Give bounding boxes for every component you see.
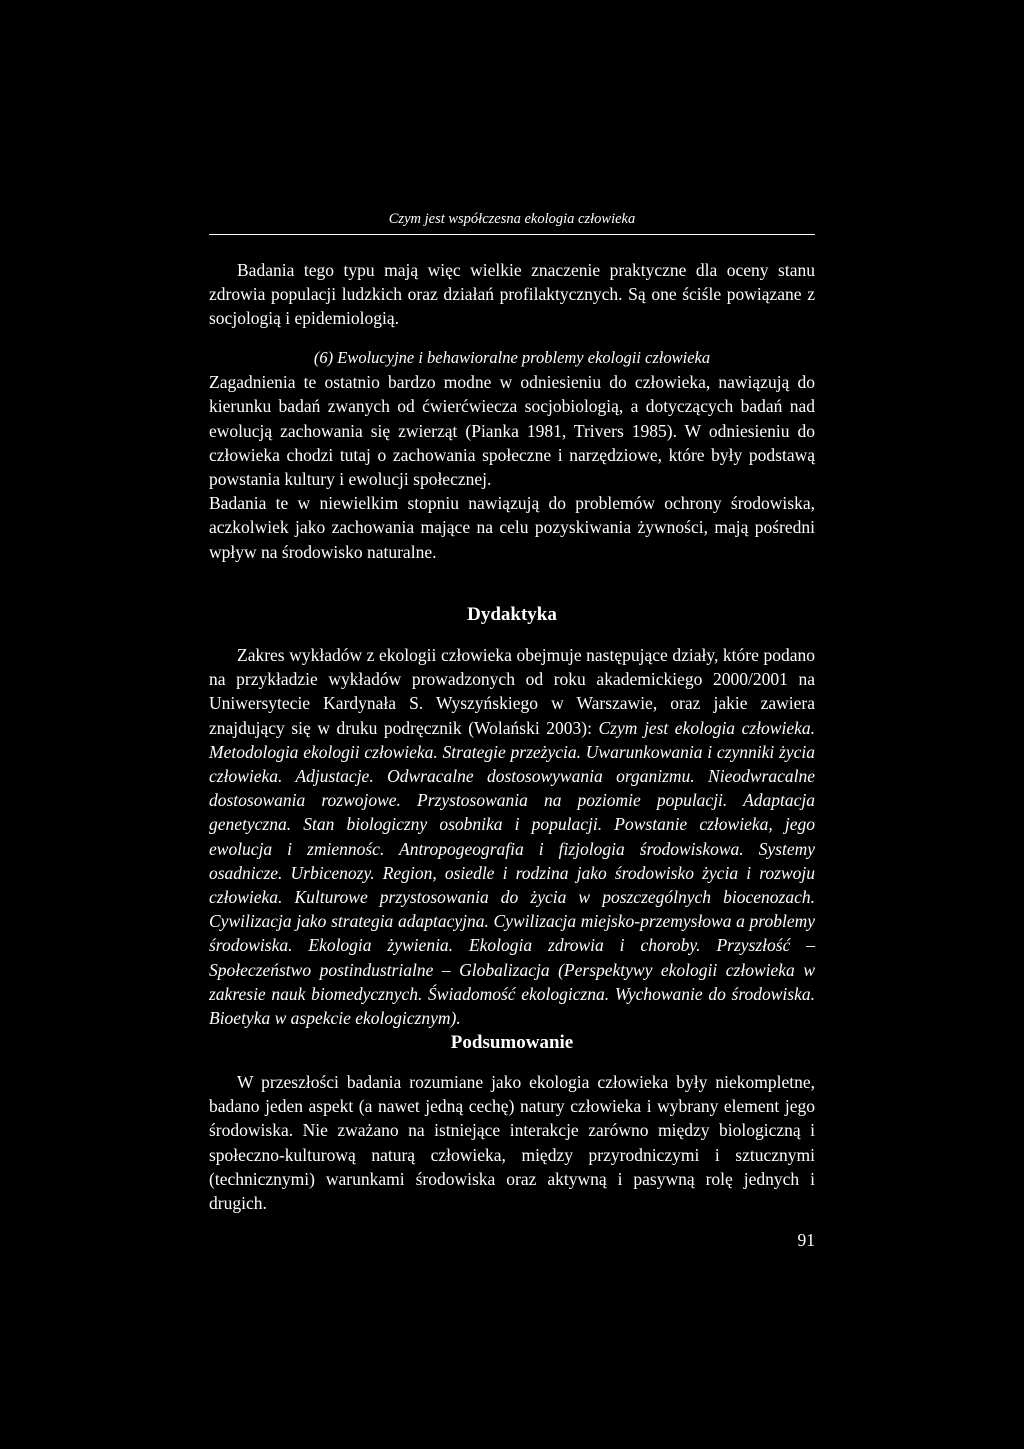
- intro-block: [209, 258, 815, 331]
- subsection-title: (6) Ewolucyjne i behawioralne problemy ekologii człowieka: [313, 348, 711, 367]
- paragraph-environment: Badania te w niewielkim stopniu nawiązują do problemów ochrony środowiska, aczkolwiek jako zachowania mające na celu pozyskiwania żywności, mają pośredni wpływ na środowisko naturalne.: [209, 493, 815, 562]
- section-heading-dydaktyka: Dydaktyka: [467, 604, 557, 625]
- podsumowanie-block: [209, 1070, 815, 1215]
- dydaktyka-block: [209, 643, 815, 1030]
- section-heading-podsumowanie: Podsumowanie: [450, 1032, 574, 1053]
- dydaktyka-topics: Czym jest ekologia człowieka. Metodologia ekologii człowieka. Strategie przeżycia. Uwarunkowania i czynniki życia człowieka. Adjustacje. Odwracalne dostosowywania organizmu. Nieodwracalne dostosowania rozwojowe. Przystosowania na poziomie populacji. Adaptacja genetyczna. Stan biologiczny osobnika i populacji. Powstanie człowieka, jego ewolucja i zmiennośc. Antropogeografia i fizjologia środowiskowa. Systemy osadnicze. Urbicenozy. Region, osiedle i rodzina jako środowisko życia i rozwoju człowieka. Kulturowe przystosowania do życia w poszczególnych biocenozach. Cywilizacja jako strategia adaptacyjna. Cywilizacja miejsko-przemysłowa a problemy środowiska. Ekologia żywienia. Ekologia zdrowia i choroby. Przyszłość – Społeczeństwo postindustrialne – Globalizacja (Perspektywy ekologii człowieka w zakresie nauk biomedycznych. Świadomość ekologiczna. Wychowanie do środowiska. Bioetyka w aspekcie ekologicznym).: [209, 717, 815, 1029]
- paragraph-podsumowanie: W przeszłości badania rozumiane jako ekologia człowieka były niekompletne, badano jeden aspekt (a nawet jedną cechę) natury człowieka i wybrany element jego środowiska. Nie zważano na istniejące interakcje zarówno między biologiczną i społeczno-kulturową naturą człowieka, między przyrodniczymi i sztucznymi (technicznymi) warunkami środowiska oraz aktywną i pasywną rolę jednych i drugich.: [209, 1072, 815, 1214]
- paragraph-health: Badania tego typu mają więc wielkie znaczenie praktyczne dla oceny stanu zdrowia populacji ludzkich oraz działań profilaktycznych. Są one ściśle powiązane z socjologią i epidemiologią.: [209, 260, 815, 329]
- header-rule: [209, 234, 815, 235]
- running-head: Czym jest współczesna ekologia człowieka: [388, 211, 636, 227]
- paragraph-dydaktyka: [209, 643, 815, 1030]
- dydaktyka-intro: Zakres wykładów z ekologii człowieka obejmuje następujące działy, które podano na przykładzie wykładów prowadzonych od roku akademickiego 2000/2001 na Uniwersytecie Kardynała S. Wyszyńskiego w Warszawie, oraz jakie zawiera znajdujący się w druku podręcznik (Wolański 2003):: [209, 645, 815, 738]
- page-number: 91: [797, 1230, 815, 1250]
- paragraph-evolutionary: Zagadnienia te ostatnio bardzo modne w odniesieniu do człowieka, nawiązują do kierunku badań zwanych od ćwierćwiecza socjobiologią, a dotyczących badań nad ewolucją zachowania się zwierząt (Pianka 1981, Trivers 1985). W odniesieniu do człowieka chodzi tutaj o zachowania społeczne i narzędziowe, które były podstawą powstania kultury i ewolucji społecznej.: [209, 372, 815, 490]
- subsection-evolutionary: [209, 346, 815, 564]
